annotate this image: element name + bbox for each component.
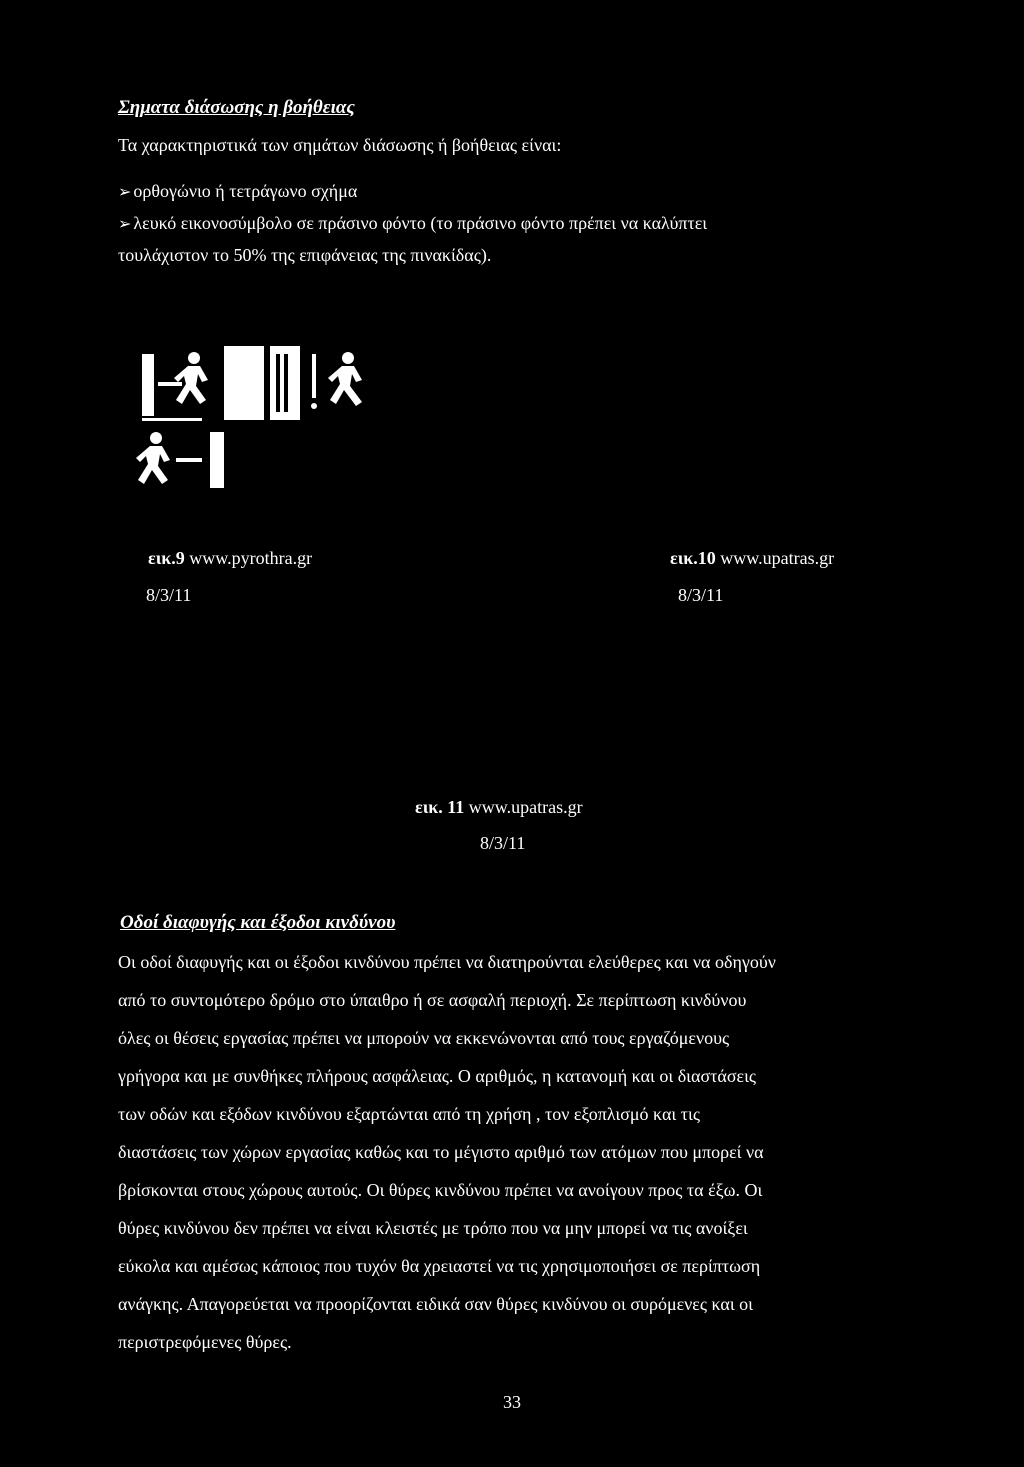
figure-caption-9 <box>148 548 312 569</box>
figure-date-11: 8/3/11 <box>480 833 526 853</box>
paragraph-line: περιστρεφόμενες θύρες. <box>118 1332 292 1352</box>
bullet-item <box>118 180 357 204</box>
bullet-continuation: τουλάχιστον το 50% της επιφάνειας της πινακίδας). <box>118 245 492 265</box>
figure-source: www.upatras.gr <box>720 548 835 568</box>
figure-date-9: 8/3/11 <box>146 585 192 605</box>
figure-label: εικ. 11 <box>415 797 465 817</box>
paragraph-line: ανάγκης. Απαγορεύεται να προορίζονται ειδικά σαν θύρες κινδύνου οι συρόμενες και οι <box>118 1294 754 1314</box>
paragraph-line: εύκολα και αμέσως κάποιος που τυχόν θα χρειαστεί να τις χρησιμοποιήσει σε περίπτωση <box>118 1256 761 1276</box>
figure-label: εικ.10 <box>670 548 716 568</box>
arrow-bullet-icon: ➢ <box>118 184 132 201</box>
exit-sign-running-man-icon <box>130 340 450 490</box>
section-heading-escape-routes: Οδοί διαφυγής και έξοδοι κινδύνου <box>120 912 396 933</box>
bullet-text: λευκό εικονοσύμβολο σε πράσινο φόντο (το πράσινο φόντο πρέπει να καλύπτει <box>133 213 708 233</box>
figure-caption-10 <box>670 548 834 569</box>
paragraph-line: γρήγορα και με συνθήκες πλήρους ασφάλειας. Ο αριθμός, η κατανομή και οι διαστάσεις <box>118 1066 757 1086</box>
figure-source: www.pyrothra.gr <box>189 548 313 568</box>
paragraph-line: Οι οδοί διαφυγής και οι έξοδοι κινδύνου πρέπει να διατηρούνται ελεύθερες και να οδηγούν <box>118 952 776 972</box>
arrow-bullet-icon: ➢ <box>118 216 132 233</box>
figure-caption-11 <box>415 797 583 818</box>
figure-date-10: 8/3/11 <box>678 585 724 605</box>
paragraph-line: διαστάσεις των χώρων εργασίας καθώς και το μέγιστο αριθμό των ατόμων που μπορεί να <box>118 1142 764 1162</box>
paragraph-line: θύρες κινδύνου δεν πρέπει να είναι κλειστές με τρόπο που να μην μπορεί να τις ανοίξει <box>118 1218 748 1238</box>
bullet-text: ορθογώνιο ή τετράγωνο σχήμα <box>133 181 358 201</box>
paragraph-line: βρίσκονται στους χώρους αυτούς. Οι θύρες κινδύνου πρέπει να ανοίγουν προς τα έξω. Οι <box>118 1180 763 1200</box>
paragraph-line: των οδών και εξόδων κινδύνου εξαρτώνται από τη χρήση , τον εξοπλισμό και τις <box>118 1104 700 1124</box>
section-heading-rescue-signs: Σηματα διάσωσης η βοήθειας <box>118 97 355 118</box>
bullet-item <box>118 212 707 236</box>
paragraph-line: από το συντομότερο δρόμο στο ύπαιθρο ή σε ασφαλή περιοχή. Σε περίπτωση κινδύνου <box>118 990 747 1010</box>
intro-text: Τα χαρακτηριστικά των σημάτων διάσωσης ή βοήθειας είναι: <box>118 135 562 155</box>
paragraph-line: όλες οι θέσεις εργασίας πρέπει να μπορούν να εκκενώνονται από τους εργαζόμενους <box>118 1028 730 1048</box>
page-number: 33 <box>503 1392 521 1412</box>
figure-label: εικ.9 <box>148 548 185 568</box>
figure-source: www.upatras.gr <box>468 797 583 817</box>
